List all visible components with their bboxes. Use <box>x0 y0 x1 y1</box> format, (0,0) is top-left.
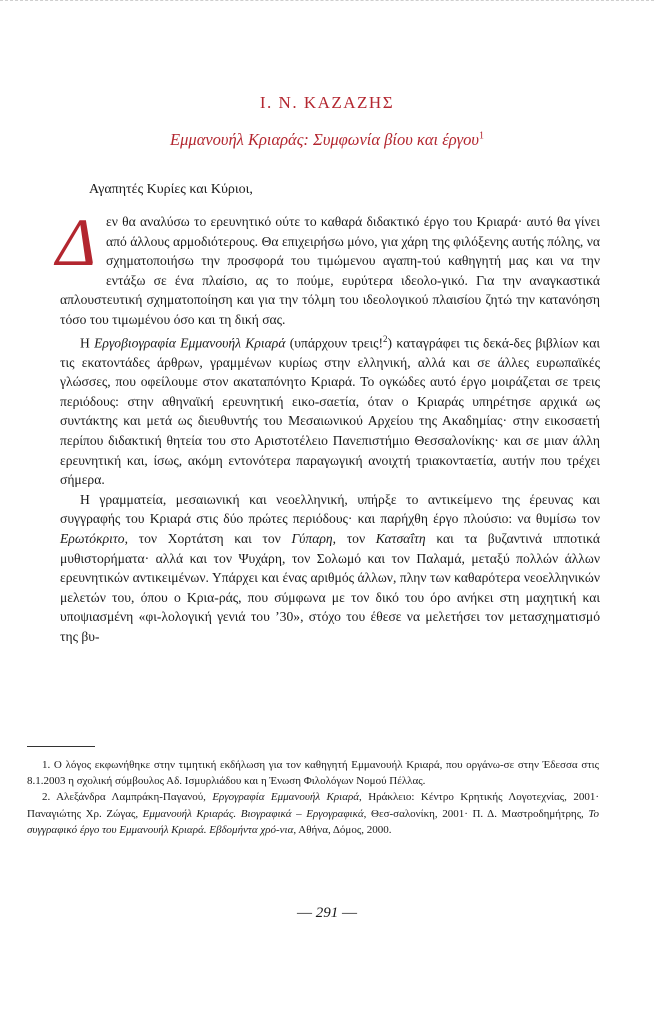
salutation: Αγαπητές Κυρίες και Κύριοι, <box>89 182 253 197</box>
page-number-value: 291 <box>315 905 339 921</box>
footnote-marker-2[interactable]: 2 <box>383 333 388 344</box>
footnote-separator <box>27 746 95 747</box>
drop-cap: Δ <box>56 204 96 280</box>
footnote-2-text-a: 2. Αλεξάνδρα Λαμπράκη-Παγανού, <box>42 791 213 804</box>
paragraph-3-text-d: και τα βυζαντινά ιπποτικά μυθιστορήματα· αλλά και τον Ψυχάρη, τον Σολωμό και τον Παλαμά, μεταξύ πολλών άλλων ερευνητικών αντικειμένων. Υπάρχει και ένας αριθμός άλλων, πλην των καθαρότερα νεοελληνικών μελετών του, όπου ο Κρια-ράς, που σύμφωνα με τον δικό του όρο ανήκει στη μαχητική και υποψιασμένη «φι-λολογική γενιά του ’30», στόχο του έθεσε να μελετήσει τον μετασχηματισμό της βυ- <box>60 531 600 644</box>
paragraph-3-text-a: Η γραμματεία, μεσαιωνική και νεοελληνική, υπήρξε το αντικείμενο της έρευνας και συγγραφής του Κριαρά στις δύο πρώτες περιόδους· και παρήχθη έργο πλούσιο: να θυμίσω τον <box>60 491 600 527</box>
paragraph-2-text: ) καταγράφει τις δεκά-δες βιβλίων και τις εκατοντάδες άρθρων, γραμμένων κυρίως στην ελληνική, αλλά και σε άλλες ευρωπαϊκές γλώσσες, που οφείλουμε στον ακαταπόνητο Κριαρά. Το ογκώδες αυτό έργο μοιράζεται σε τρεις περιόδους: στην αθηναϊκή ερευνητική εικο-σαετία, όταν ο Κριαράς υπηρέτησε αρχικά ως συντάκτης και μετά ως διευθυντής του Μεσαιωνικού Αρχείου της Ακαδημίας· στην εικοσαετή περίπου διδακτική θητεία του στο Αριστοτέλειο Πανεπιστήμιο Θεσσαλονίκης· και σε μιαν άλλη ερευνητική και, ίσως, ακόμη εντονότερα παραγωγική ανοιχτή τριακονταετία, αυτήν που τρέχει σήμερα. <box>60 335 600 488</box>
paragraph-2 <box>60 330 600 490</box>
page-number-dash-left: — <box>297 905 312 921</box>
article-title-text: Εμμανουήλ Κριαράς: Συμφωνία βίου και έργου <box>170 130 479 149</box>
page-number-dash-right: — <box>342 905 357 921</box>
work-title-katsaitis: Κατσαΐτη <box>375 531 426 547</box>
footnote-2-text-b: , Ηράκλειο: Κέντρο Κρητικής Λογοτεχνίας, 2001· Παναγιώτης Χρ. Ζώγας, <box>27 791 599 820</box>
author-name: Ι. Ν. ΚΑΖΑΖΗΣ <box>259 93 395 112</box>
page-number <box>0 905 654 922</box>
paragraph-1-text: εν θα αναλύσω το ερευνητικό ούτε το καθαρά διδακτικό έργο του Κριαρά· αυτό θα γίνει από άλλους αρμοδιότερους. Θα επιχειρήσω μόνο, για χάρη της φιλόξενης αυτής πόλης, να σχηματοποιήσω την προσφορά του τιμώμενου αγαπη-τού καθηγητή μας και να την εντάξω σε ένα πλαίσιο, ας το πούμε, ευρύτερα ιδεολο-γικό. Για την αναγκαστικά απλουστευτική σχηματοποίηση και για την τόλμη του ιδεολογικού πλαισίου ζητώ την κατανόηση τόσο του τιμωμένου όσο και τη δική σας. <box>60 214 600 327</box>
work-title-gyparis: Γύπαρη <box>291 531 333 547</box>
title-footnote-marker[interactable]: 1 <box>478 130 484 142</box>
paragraph-3-text-b: , τον Χορτάτση και τον <box>124 531 292 547</box>
body-text <box>56 204 600 647</box>
paragraph-2-paren: (υπάρχουν τρεις! <box>285 335 384 351</box>
footnote-1: 1. Ο λόγος εκφωνήθηκε στην τιμητική εκδήλωση για τον καθηγητή Εμμανουήλ Κριαρά, που οργάνω-σε στην Έδεσσα στις 8.1.2003 η σχολική σύμβουλος Αδ. Ισμυρλιάδου και η Ένωση Φιλολόγων Νομού Πέλλας. <box>27 759 599 788</box>
footnote-2-title-1: Εργογραφία Εμμανουήλ Κριαρά <box>212 791 360 804</box>
paragraph-3-text-c: , τον <box>332 531 376 547</box>
work-title-erotokritos: Ερωτόκριτο <box>60 531 125 547</box>
footnote-2-text-c: , Θεσ-σαλονίκη, 2001· Π. Δ. Μαστροδημήτρης, <box>363 807 589 820</box>
scan-edge-line <box>0 0 654 1</box>
footnote-2-title-2: Εμμανουήλ Κριαράς. Βιογραφικά – Εργογραφικά <box>142 807 364 820</box>
footnote-2-title-3: Το συγγραφικό έργο του Εμμανουήλ Κριαρά. Εβδομήντα χρό-νια <box>27 807 600 836</box>
footnotes <box>27 757 599 838</box>
paragraph-2-start: Η <box>80 335 95 351</box>
paragraph-3 <box>60 490 600 647</box>
footnote-2 <box>27 789 599 838</box>
paragraph-2-book-title: Εργοβιογραφία Εμμανουήλ Κριαρά <box>94 335 286 351</box>
paragraph-1 <box>56 204 600 330</box>
footnote-2-text-d: , Αθήνα, Δόμος, 2000. <box>293 823 392 836</box>
article-title <box>0 130 654 150</box>
